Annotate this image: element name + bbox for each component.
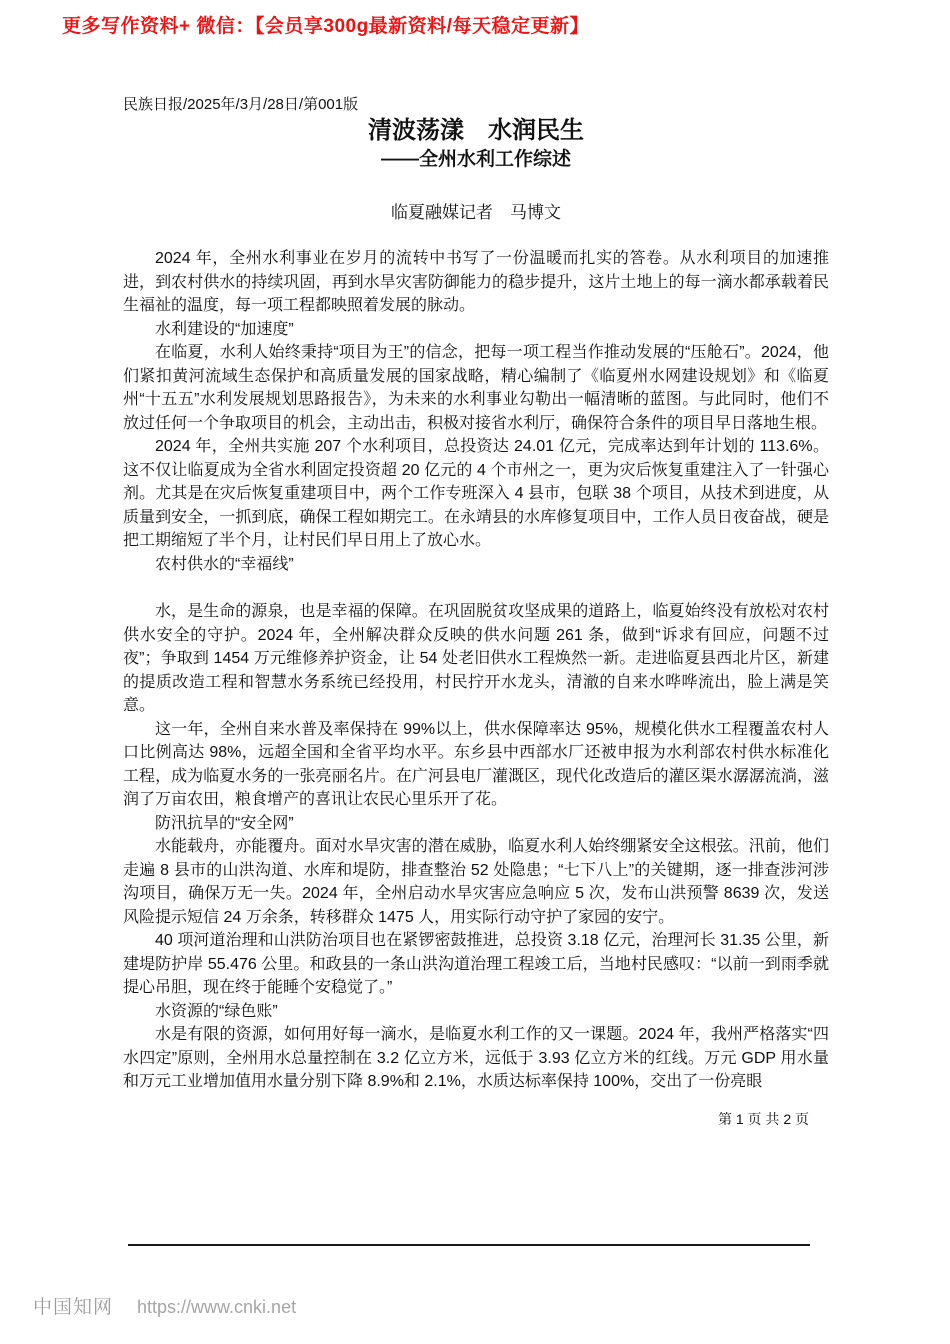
page-number: 第 1 页 共 2 页 xyxy=(717,1110,809,1127)
section-heading: 防汛抗旱的“安全网” xyxy=(155,814,294,832)
article-subtitle: ——全州水利工作综述 xyxy=(380,149,571,170)
footer-divider xyxy=(128,1244,810,1246)
source-line: 民族日报/2025年/3月/28日/第001版 xyxy=(123,96,359,113)
article-byline: 临夏融媒记者 马博文 xyxy=(391,203,561,222)
article-title: 清波荡漾 水润民生 xyxy=(368,117,584,144)
article xyxy=(123,95,829,1128)
watermark xyxy=(33,1292,296,1319)
body-paragraph: 水能载舟，亦能覆舟。面对水旱灾害的潜在威胁，临夏水利人始终绷紧安全这根弦。汛前，他们走遍 8 县市的山洪沟道、水库和堤防，排查整治 52 处隐患；“七下八上”的关键期，逐一排查涉河涉沟项目，确保万无一失。2024 年，全州启动水旱灾害应急响应 5 次，发布山洪预警 8639 次，发送风险提示短信 24 万余条，转移群众 1475 人，用实际行动守护了家园的安宁。 xyxy=(123,838,829,926)
body-paragraph: 在临夏，水利人始终秉持“项目为王”的信念，把每一项工程当作推动发展的“压舱石”。2024，他们紧扣黄河流域生态保护和高质量发展的国家战略，精心编制了《临夏州水网建设规划》和《临夏州“十五五”水利发展规划思路报告》，为未来的水利事业勾勒出一幅清晰的蓝图。与此同时，他们不放过任何一个争取项目的机会，主动出击，积极对接省水利厅，确保符合条件的项目早日落地生根。 xyxy=(123,344,829,432)
body-paragraph: 这一年，全州自来水普及率保持在 99%以上，供水保障率达 95%，规模化供水工程覆盖农村人口比例高达 98%，远超全国和全省平均水平。东乡县中西部水厂还被申报为水利部农村供水标准化工程，成为临夏水务的一张亮丽名片。在广河县电厂灌溉区，现代化改造后的灌区渠水潺潺流淌，滋润了万亩农田，粮食增产的喜讯让农民心里乐开了花。 xyxy=(123,720,829,808)
body-paragraph: 水是有限的资源，如何用好每一滴水，是临夏水利工作的又一课题。2024 年，我州严格落实“四水四定”原则，全州用水总量控制在 3.2 亿立方米，远低于 3.93 亿立方米的红线。万元 GDP 用水量和万元工业增加值用水量分别下降 8.9%和 2.1%，水质达标率保持 100%，交出了一份亮眼 xyxy=(123,1026,829,1090)
body-paragraph: 2024 年，全州水利事业在岁月的流转中书写了一份温暖而扎实的答卷。从水利项目的加速推进，到农村供水的持续巩固，再到水旱灾害防御能力的稳步提升，这片土地上的每一滴水都承载着民生福祉的温度，每一项工程都映照着发展的脉动。 xyxy=(123,250,829,314)
article-body xyxy=(123,247,829,1094)
body-paragraph: 2024 年，全州共实施 207 个水利项目，总投资达 24.01 亿元，完成率达到年计划的 113.6%。这不仅让临夏成为全省水利固定投资超 20 亿元的 4 个市州之一，更为灾后恢复重建注入了一针强心剂。尤其是在灾后恢复重建项目中，两个工作专班深入 4 县市，包联 38 个项目，从技术到进度，从质量到安全，一抓到底，确保工程如期完工。在永靖县的水库修复项目中，工作人员日夜奋战，硬是把工期缩短了半个月，让村民们早日用上了放心水。 xyxy=(123,438,829,549)
section-heading: 水利建设的“加速度” xyxy=(155,320,294,338)
cnki-url-text: https://www.cnki.net xyxy=(137,1297,297,1317)
promo-banner: 更多写作资料+ 微信：【会员享300g最新资料/每天稳定更新】 xyxy=(62,16,589,37)
section-heading: 水资源的“绿色账” xyxy=(155,1002,278,1020)
cnki-brand-text: 中国知网 xyxy=(33,1297,114,1318)
body-paragraph: 40 项河道治理和山洪防治项目也在紧锣密鼓推进，总投资 3.18 亿元，治理河长 31.35 公里，新建堤防护岸 55.476 公里。和政县的一条山洪沟道治理工程竣工后，当地村民感叹：“以前一到雨季就提心吊胆，现在终于能睡个安稳觉了。” xyxy=(123,932,829,996)
section-heading: 农村供水的“幸福线” xyxy=(155,555,294,573)
body-paragraph: 水，是生命的源泉，也是幸福的保障。在巩固脱贫攻坚成果的道路上，临夏始终没有放松对农村供水安全的守护。2024 年，全州解决群众反映的供水问题 261 条，做到“诉求有回应，问题不过夜”；争取到 1454 万元维修养护资金，让 54 处老旧供水工程焕然一新。走进临夏县西北片区，新建的提质改造工程和智慧水务系统已经投用，村民拧开水龙头，清澈的自来水哗哗流出，脸上满是笑意。 xyxy=(123,603,829,714)
